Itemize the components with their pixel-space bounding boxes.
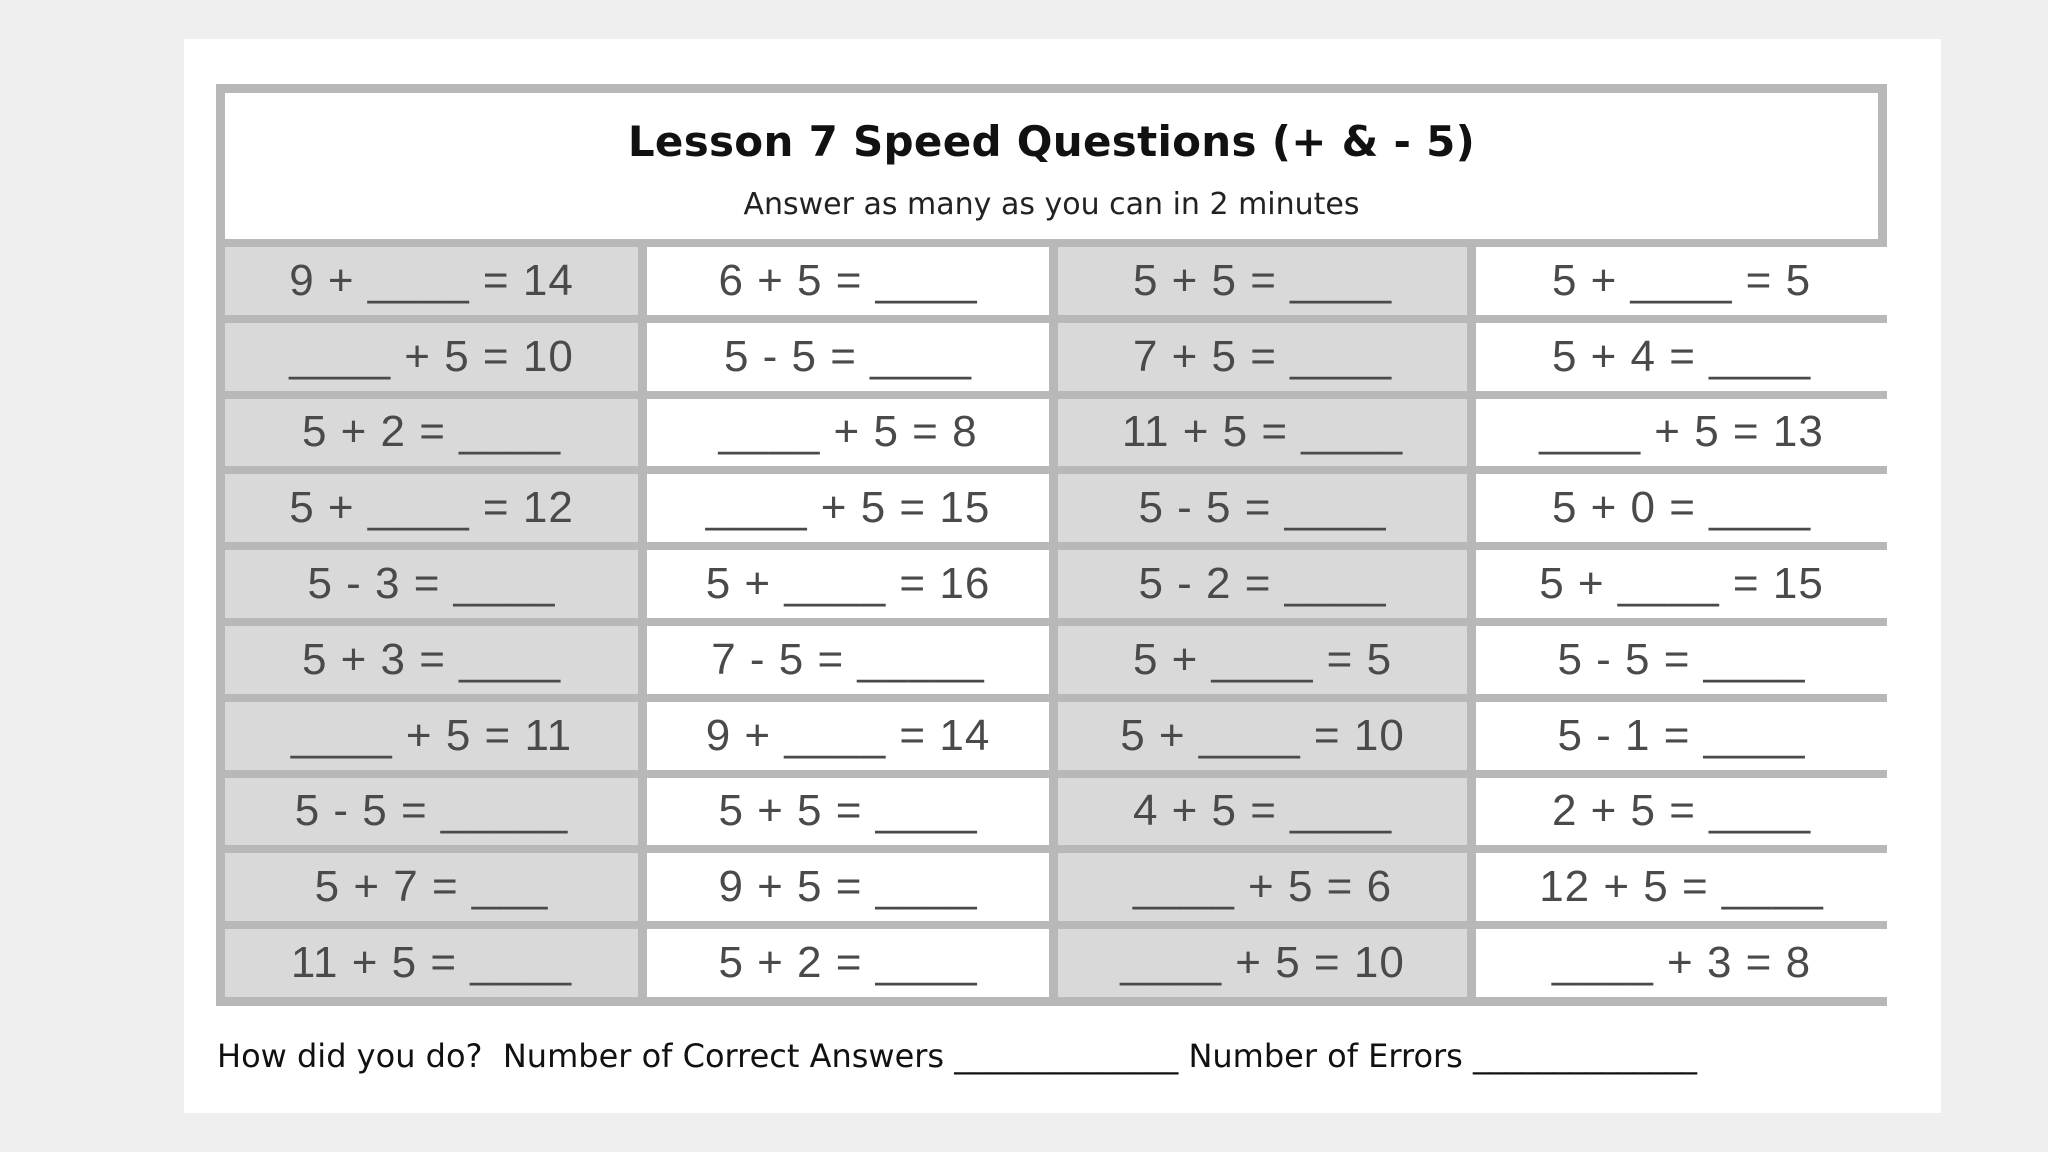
- question-cell: ____ + 5 = 6: [1058, 853, 1467, 921]
- question-cell: 11 + 5 = ____: [1058, 399, 1467, 467]
- question-cell: ____ + 5 = 15: [647, 474, 1049, 542]
- question-grid: [225, 247, 1878, 997]
- question-cell: 5 + ____ = 10: [1058, 702, 1467, 770]
- question-cell: 9 + ____ = 14: [647, 702, 1049, 770]
- question-cell: 5 + 5 = ____: [1058, 247, 1467, 315]
- question-cell: 5 + 2 = ____: [647, 929, 1049, 997]
- question-cell: 5 + 0 = ____: [1476, 474, 1887, 542]
- question-cell: 5 - 5 = ____: [647, 323, 1049, 391]
- question-cell: 5 - 2 = ____: [1058, 550, 1467, 618]
- question-cell: 5 + ____ = 12: [225, 474, 638, 542]
- question-cell: 9 + 5 = ____: [647, 853, 1049, 921]
- question-cell: 5 - 5 = ____: [1058, 474, 1467, 542]
- question-cell: 5 - 5 = ____: [1476, 626, 1887, 694]
- question-cell: 5 + ____ = 5: [1476, 247, 1887, 315]
- question-cell: ____ + 5 = 11: [225, 702, 638, 770]
- question-cell: 6 + 5 = ____: [647, 247, 1049, 315]
- worksheet-title: Lesson 7 Speed Questions (+ & - 5): [627, 117, 1476, 166]
- worksheet-subtitle: Answer as many as you can in 2 minutes: [743, 187, 1360, 222]
- question-cell: 5 + 5 = ____: [647, 778, 1049, 846]
- question-cell: 5 + ____ = 15: [1476, 550, 1887, 618]
- question-cell: 5 - 1 = ____: [1476, 702, 1887, 770]
- question-cell: 2 + 5 = ____: [1476, 778, 1887, 846]
- question-cell: 5 - 5 = _____: [225, 778, 638, 846]
- question-cell: 11 + 5 = ____: [225, 929, 638, 997]
- question-cell: ____ + 5 = 8: [647, 399, 1049, 467]
- question-cell: 4 + 5 = ____: [1058, 778, 1467, 846]
- slide-page: [184, 39, 1941, 1113]
- question-cell: 5 + 7 = ___: [225, 853, 638, 921]
- worksheet-inner: [225, 93, 1878, 997]
- question-cell: 5 + 4 = ____: [1476, 323, 1887, 391]
- worksheet-table: [216, 84, 1887, 1006]
- question-cell: 5 - 3 = ____: [225, 550, 638, 618]
- score-footer: How did you do? Number of Correct Answers ______________ Number of Errors ______________: [217, 1037, 1698, 1075]
- question-cell: 7 + 5 = ____: [1058, 323, 1467, 391]
- question-cell: 9 + ____ = 14: [225, 247, 638, 315]
- question-cell: ____ + 3 = 8: [1476, 929, 1887, 997]
- question-cell: ____ + 5 = 13: [1476, 399, 1887, 467]
- question-cell: 7 - 5 = _____: [647, 626, 1049, 694]
- question-cell: 12 + 5 = ____: [1476, 853, 1887, 921]
- question-cell: ____ + 5 = 10: [1058, 929, 1467, 997]
- question-cell: 5 + 2 = ____: [225, 399, 638, 467]
- question-cell: 5 + ____ = 16: [647, 550, 1049, 618]
- question-cell: 5 + ____ = 5: [1058, 626, 1467, 694]
- question-cell: 5 + 3 = ____: [225, 626, 638, 694]
- worksheet-header: [225, 93, 1878, 239]
- question-cell: ____ + 5 = 10: [225, 323, 638, 391]
